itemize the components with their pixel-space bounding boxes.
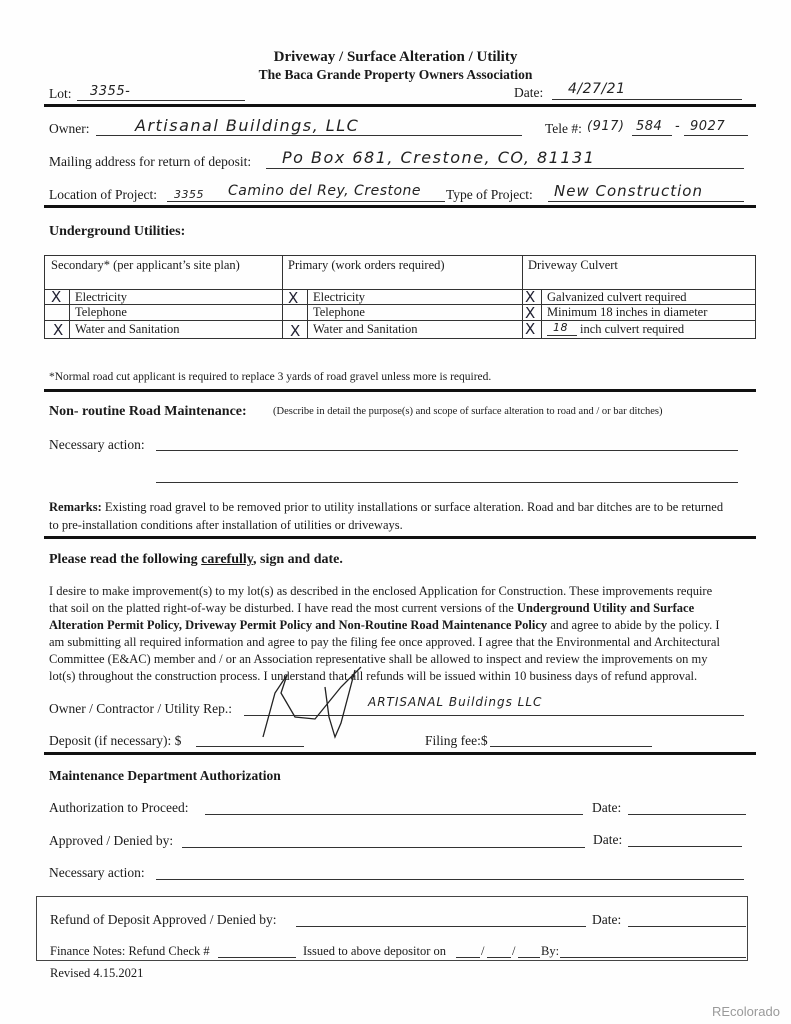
- approved-date-label: Date:: [593, 832, 623, 847]
- refund-date-line[interactable]: [628, 926, 746, 927]
- location-value[interactable]: Camino del Rey, Crestone: [228, 183, 422, 199]
- type-value[interactable]: New Construction: [554, 182, 703, 200]
- agreement-line-6: lot(s) throughout the construction process. I understand that all refunds will be issued within 10 business days of refund approval.: [49, 669, 698, 683]
- date-field-line[interactable]: [552, 99, 742, 100]
- utilities-heading: Underground Utilities:: [49, 224, 186, 239]
- location-field-line[interactable]: [167, 201, 445, 202]
- agreement-line-3: Alteration Permit Policy, Driveway Permit Policy and Non-Routine Road Maintenance Policy and agree to abide by the policy. I: [49, 618, 720, 632]
- approved-field-line[interactable]: [182, 847, 585, 848]
- maintenance-action-label: Necessary action:: [49, 437, 145, 452]
- signature-icon: [245, 665, 365, 743]
- culvert-minimum-checkbox[interactable]: X: [525, 304, 536, 322]
- tele-prefix[interactable]: 584: [636, 119, 663, 134]
- primary-electricity-checkbox[interactable]: X: [288, 289, 299, 307]
- auth-action-label: Necessary action:: [49, 865, 145, 880]
- row-divider: [45, 320, 755, 321]
- rep-value[interactable]: ARTISANAL Buildings LLC: [368, 695, 543, 709]
- proceed-date-line[interactable]: [628, 814, 746, 815]
- culvert-galvanized-checkbox[interactable]: X: [525, 288, 536, 306]
- auth-action-line[interactable]: [156, 879, 744, 880]
- secondary-header: Secondary* (per applicant’s site plan): [51, 258, 240, 272]
- filing-fee-field-line[interactable]: [490, 746, 652, 747]
- culvert-minimum-label: Minimum 18 inches in diameter: [547, 305, 708, 319]
- refund-check-line[interactable]: [218, 957, 296, 958]
- proceed-label: Authorization to Proceed:: [49, 800, 189, 815]
- remarks-text-2: to pre-installation conditions after installation of utilities or driveways.: [49, 518, 403, 532]
- remarks-text-1: Existing road gravel to be removed prior to utility installations or surface alteration. Road and bar ditches are to be returned: [104, 500, 724, 514]
- type-label: Type of Project:: [446, 187, 533, 202]
- tele-dash: -: [675, 119, 681, 134]
- date-value[interactable]: 4/27/21: [568, 81, 626, 97]
- owner-field-line[interactable]: [96, 135, 522, 136]
- remarks-label: Remarks:: [49, 500, 102, 514]
- revised-date: Revised 4.15.2021: [50, 966, 144, 980]
- type-field-line[interactable]: [548, 201, 744, 202]
- authorization-heading: Maintenance Department Authorization: [49, 768, 281, 783]
- refund-approved-line[interactable]: [296, 926, 586, 927]
- rep-label: Owner / Contractor / Utility Rep.:: [49, 701, 232, 716]
- mailing-value[interactable]: Po Box 681, Crestone, CO, 81131: [282, 148, 596, 167]
- approved-date-line[interactable]: [628, 846, 742, 847]
- divider: [44, 536, 756, 539]
- primary-electricity-label: Electricity: [313, 290, 366, 304]
- divider: [44, 205, 756, 208]
- maintenance-description: (Describe in detail the purpose(s) and scope of surface alteration to road and / or bar ditches): [273, 406, 663, 417]
- lot-field-line[interactable]: [77, 100, 245, 101]
- lot-label: Lot:: [49, 86, 72, 101]
- tele-prefix-line: [632, 135, 672, 136]
- issued-day-line[interactable]: [487, 957, 511, 958]
- checkbox-divider: [69, 289, 70, 338]
- remarks-line-1: [49, 500, 723, 515]
- proceed-field-line[interactable]: [205, 814, 583, 815]
- primary-water-label: Water and Sanitation: [313, 322, 418, 336]
- road-gravel-footnote: *Normal road cut applicant is required to replace 3 yards of road gravel unless more is required.: [49, 371, 492, 383]
- issued-year-line[interactable]: [518, 957, 540, 958]
- primary-water-checkbox[interactable]: X: [290, 322, 301, 340]
- mailing-label: Mailing address for return of deposit:: [49, 154, 252, 169]
- location-label: Location of Project:: [49, 187, 157, 202]
- date-slash: /: [512, 944, 516, 958]
- culvert-size-value[interactable]: 18: [553, 321, 568, 334]
- secondary-water-checkbox[interactable]: X: [53, 321, 64, 339]
- recolorado-watermark: REcolorado: [712, 1004, 780, 1019]
- proceed-date-label: Date:: [592, 800, 622, 815]
- issued-label: Issued to above depositor on: [303, 944, 447, 958]
- primary-telephone-label: Telephone: [313, 305, 365, 319]
- by-label: By:: [541, 944, 560, 958]
- tele-label: Tele #:: [545, 121, 582, 136]
- lot-value[interactable]: 3355-: [90, 84, 131, 99]
- divider: [44, 752, 756, 755]
- maintenance-action-line-2[interactable]: [156, 482, 738, 483]
- tele-area-code[interactable]: (917): [587, 119, 625, 134]
- culvert-size-checkbox[interactable]: X: [525, 320, 536, 338]
- finance-notes-label: Finance Notes: Refund Check #: [50, 944, 210, 958]
- agreement-line-4: am submitting all required information and agree to pay the filing fee once approved. I agree that the Environmental and Architectural: [49, 635, 720, 649]
- filing-fee-label: Filing fee:$: [425, 733, 488, 748]
- secondary-water-label: Water and Sanitation: [75, 322, 180, 336]
- approved-label: Approved / Denied by:: [49, 833, 174, 848]
- culvert-galvanized-label: Galvanized culvert required: [547, 290, 687, 304]
- refund-date-label: Date:: [592, 912, 622, 927]
- agreement-line-1: I desire to make improvement(s) to my lot(s) as described in the enclosed Application for Construction. These improvements require: [49, 584, 713, 598]
- divider: [44, 104, 756, 107]
- form-subtitle: The Baca Grande Property Owners Association: [258, 67, 533, 82]
- date-label: Date:: [514, 85, 544, 100]
- checkbox-divider: [307, 289, 308, 338]
- form-title: Driveway / Surface Alteration / Utility: [273, 49, 518, 65]
- maintenance-heading: Non- routine Road Maintenance:: [49, 404, 247, 419]
- issued-month-line[interactable]: [456, 957, 480, 958]
- culvert-size-label: inch culvert required: [580, 322, 685, 336]
- by-field-line[interactable]: [560, 957, 746, 958]
- agreement-heading-emphasis: carefully: [201, 552, 254, 567]
- mailing-field-line[interactable]: [266, 168, 744, 169]
- owner-label: Owner:: [49, 121, 90, 136]
- tele-line[interactable]: 9027: [690, 119, 726, 134]
- divider: [44, 389, 756, 392]
- agreement-heading: Please read the following carefully, sign and date.: [49, 552, 343, 567]
- deposit-field-line[interactable]: [196, 746, 304, 747]
- agreement-line-5: Committee (E&AC) member and / or an Association representative shall be allowed to inspect and review the improvements on my: [49, 652, 708, 666]
- secondary-electricity-checkbox[interactable]: X: [51, 288, 62, 306]
- location-number[interactable]: 3355: [174, 188, 204, 201]
- culvert-size-line: [547, 335, 577, 336]
- primary-header: Primary (work orders required): [288, 258, 445, 272]
- utilities-table: [44, 255, 756, 339]
- col-divider: [282, 256, 283, 338]
- refund-approved-label: Refund of Deposit Approved / Denied by:: [50, 912, 277, 927]
- culvert-header: Driveway Culvert: [528, 258, 618, 272]
- deposit-label: Deposit (if necessary): $: [49, 733, 182, 748]
- agreement-line-2: that soil on the platted right-of-way be disturbed. I have read the most current versions of the Underground Utility and Surface: [49, 601, 695, 615]
- maintenance-action-line-1[interactable]: [156, 450, 738, 451]
- col-divider: [522, 256, 523, 338]
- tele-line-line: [684, 135, 748, 136]
- owner-value[interactable]: Artisanal Buildings, LLC: [135, 116, 360, 135]
- secondary-telephone-label: Telephone: [75, 305, 127, 319]
- checkbox-divider: [541, 289, 542, 338]
- secondary-electricity-label: Electricity: [75, 290, 128, 304]
- date-slash: /: [481, 944, 485, 958]
